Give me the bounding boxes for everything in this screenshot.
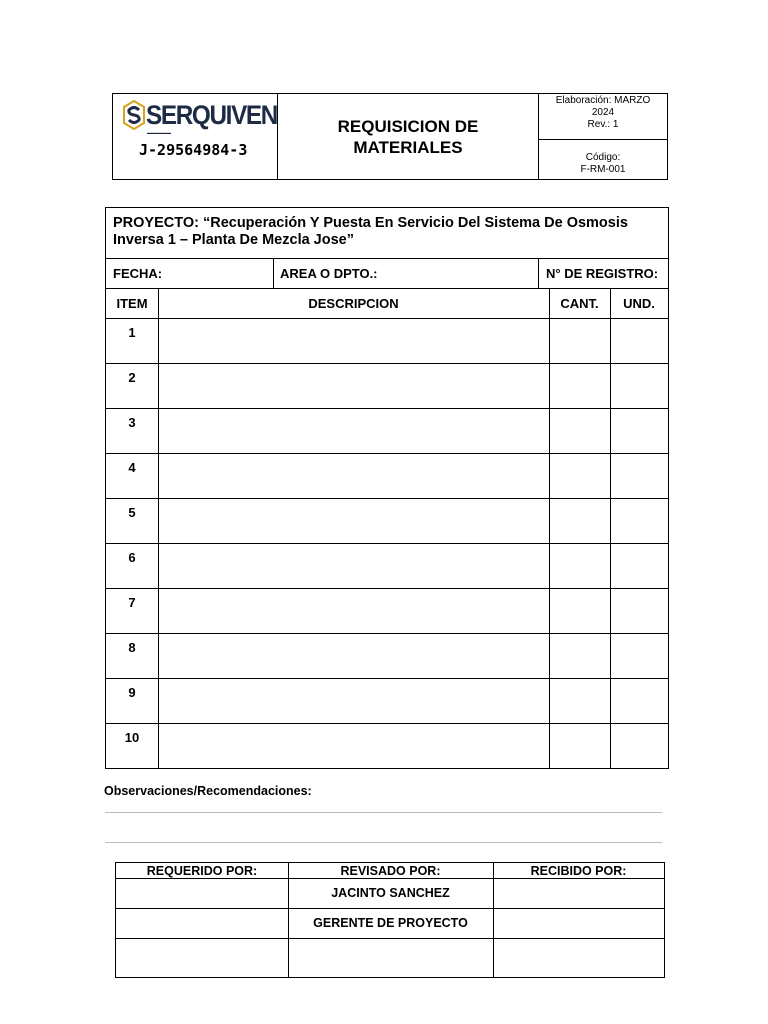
item-number: 8 [128, 640, 136, 655]
registry-field[interactable]: N° DE REGISTRO: [546, 266, 659, 281]
column-description: DESCRIPCION [308, 296, 399, 311]
company-logo-icon [123, 100, 145, 130]
table-row[interactable] [106, 679, 668, 724]
company-name: SERQUIVEN [146, 100, 277, 130]
column-quantity: CANT. [560, 296, 599, 311]
elaboration-info [539, 94, 667, 140]
document-title: REQUISICION DE MATERIALES [278, 94, 539, 179]
table-row[interactable] [106, 589, 668, 634]
required-by-signature[interactable] [116, 938, 288, 977]
elaboration-date: Elaboración: MARZO 2024 [555, 95, 651, 118]
document-code [539, 140, 667, 179]
table-header [106, 289, 668, 319]
table-row[interactable] [106, 634, 668, 679]
observations-line-1[interactable] [105, 812, 662, 813]
company-rif: J-29564984-3 [139, 141, 248, 159]
table-row[interactable] [106, 724, 668, 769]
project-title: PROYECTO: “Recuperación Y Puesta En Servicio Del Sistema De Osmosis Inversa 1 – Planta De Mezcla Jose” [106, 208, 668, 259]
company-tagline: ▬▬▬▬▬▬ [147, 130, 171, 135]
table-row[interactable] [106, 409, 668, 454]
column-item: ITEM [116, 296, 148, 311]
reviewer-name: JACINTO SANCHEZ [331, 886, 450, 900]
table-row[interactable] [106, 499, 668, 544]
item-number: 5 [128, 505, 136, 520]
info-row [106, 259, 668, 289]
item-number: 6 [128, 550, 136, 565]
code-value: F-RM-001 [580, 164, 626, 175]
table-row[interactable] [106, 364, 668, 409]
company-logo [113, 94, 278, 179]
item-number: 7 [128, 595, 136, 610]
item-number: 1 [128, 325, 136, 340]
requisition-table [105, 207, 669, 769]
item-number: 3 [128, 415, 136, 430]
received-by-header: RECIBIDO POR: [530, 863, 627, 878]
table-row[interactable] [106, 319, 668, 364]
table-row[interactable] [106, 454, 668, 499]
item-number: 4 [128, 460, 136, 475]
item-number: 10 [124, 730, 140, 745]
observations-line-2[interactable] [105, 842, 662, 843]
items-body [106, 319, 668, 768]
document-header [112, 93, 668, 180]
reviewed-by-header: REVISADO POR: [340, 863, 441, 878]
reviewed-by-signature[interactable] [288, 938, 493, 977]
signature-table [115, 862, 665, 978]
code-label: Código: [585, 152, 621, 163]
received-by-signature[interactable] [493, 938, 664, 977]
observations-label: Observaciones/Recomendaciones: [104, 784, 312, 798]
item-number: 2 [128, 370, 136, 385]
column-unit: UND. [623, 296, 655, 311]
required-by-header: REQUERIDO POR: [146, 863, 258, 878]
area-field[interactable]: AREA O DPTO.: [280, 266, 378, 281]
revision-number: Rev.: 1 [587, 119, 619, 130]
date-field[interactable]: FECHA: [113, 266, 163, 281]
item-number: 9 [128, 685, 136, 700]
reviewer-title: GERENTE DE PROYECTO [313, 916, 468, 930]
table-row[interactable] [106, 544, 668, 589]
